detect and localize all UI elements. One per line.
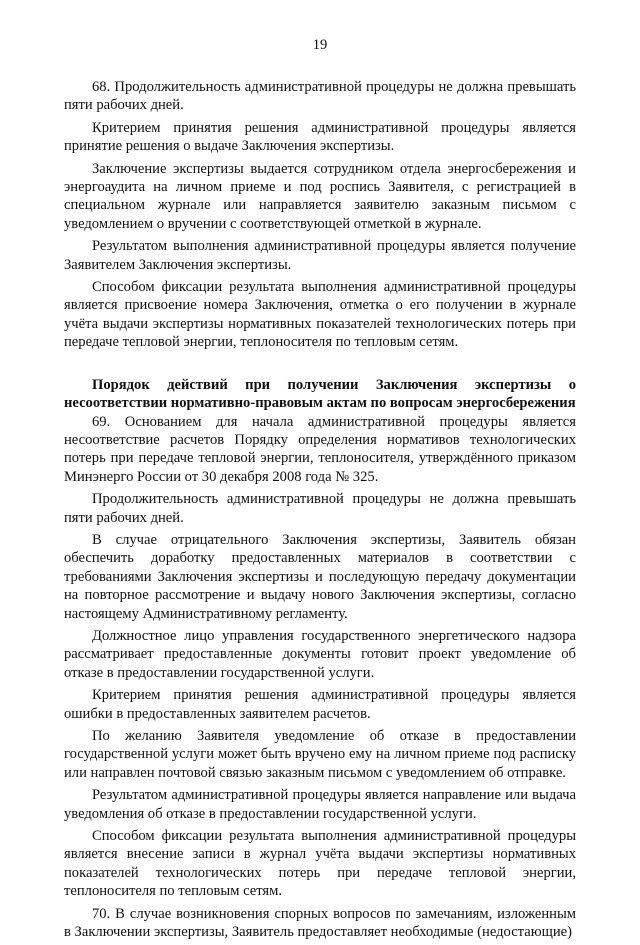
paragraph: Критерием принятия решения административной процедуры является ошибки в предоставленных заявителем расчетов.	[64, 687, 576, 722]
paragraph: Результатом административной процедуры является направление или выдача уведомления об отказе в предоставлении государственной услуги.	[64, 787, 576, 822]
paragraph-70: 70. В случае возникновения спорных вопросов по замечаниям, изложенным в Заключении экспертизы, Заявитель предоставляет необходимые (недостающие)	[64, 905, 576, 941]
paragraph: В случае отрицательного Заключения экспертизы, Заявитель обязан обеспечить доработку предоставленных материалов в соответствии с требованиями Заключения экспертизы и последующую передачу документации на повторное рассмотрение и выдачу нового Заключения экспертизы, согласно настоящему Административному регламенту.	[64, 531, 576, 622]
paragraph: Должностное лицо управления государственного энергетического надзора рассматривает предоставленные документы готовит проект уведомление об отказе в предоставлении государственной услуги.	[64, 627, 576, 681]
paragraph: Способом фиксации результата выполнения административной процедуры является присвоение номера Заключения, отметка о его получении в журнале учёта выдачи экспертизы нормативных показателей технологических потерь при передаче тепловой энергии, теплоносителя по тепловым сетям.	[64, 279, 576, 351]
paragraph: Заключение экспертизы выдается сотрудником отдела энергосбережения и энергоаудита на личном приеме и под роспись Заявителя, с регистрацией в специальном журнале или направляется заявителю заказным письмом с уведомлением о вручении с соответствующей отметкой в журнале.	[64, 160, 576, 232]
paragraph-68: 68. Продолжительность административной процедуры не должна превышать пяти рабочих дней.	[64, 79, 576, 114]
paragraph-69: 69. Основанием для начала административной процедуры является несоответствие расчетов Порядку определения нормативов технологических потерь при передаче тепловой энергии, теплоносителя, утверждённого приказом Минэнерго России от 30 декабря 2008 года № 325.	[64, 413, 576, 485]
paragraph: Способом фиксации результата выполнения административной процедуры является внесение записи в журнал учёта выдачи экспертизы нормативных показателей технологических потерь при передаче тепловой энергии, теплоносителя по тепловым сетям.	[64, 828, 576, 900]
page-body	[64, 78, 576, 945]
paragraph: Результатом выполнения административной процедуры является получение Заявителем Заключения экспертизы.	[64, 238, 576, 273]
section-heading: Порядок действий при получении Заключения экспертизы о несоответствии нормативно-правовым актам по вопросам энергосбережения	[64, 376, 576, 412]
paragraph: По желанию Заявителя уведомление об отказе в предоставлении государственной услуги может быть вручено ему на личном приеме под расписку или направлен почтовой связью заказным письмом с уведомлением об отправке.	[64, 728, 576, 781]
paragraph: Продолжительность административной процедуры не должна превышать пяти рабочих дней.	[64, 491, 576, 526]
paragraph: Критерием принятия решения административной процедуры является принятие решения о выдаче Заключения экспертизы.	[64, 119, 576, 155]
page-number: 19	[312, 37, 328, 53]
